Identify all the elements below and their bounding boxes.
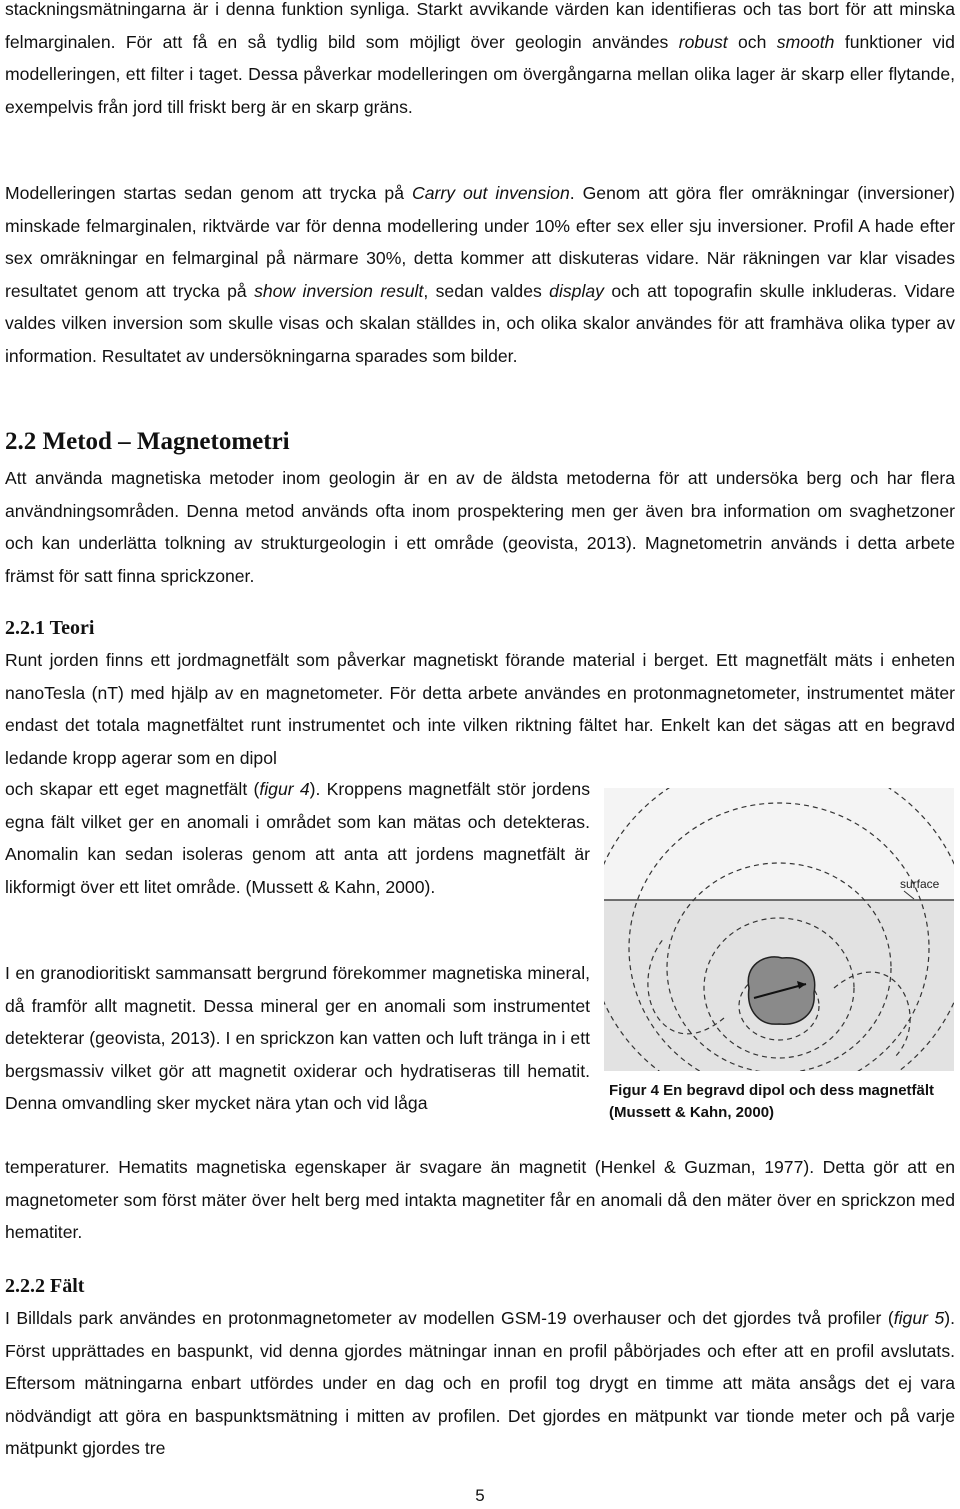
text: Runt jorden finns ett jordmagnetfält som påverkar magnetiskt förande material i berget. Ett magnetfält mäts i enheten nanoTesla (nT) med hjälp av en magnetometer. För detta arbete användes en protonmagnetometer, instrumentet mäter endast det totala magnetfältet runt instrumentet och inte vilken riktning fältet har. Enkelt kan det sägas att en begravd ledande kropp agerar som en dipol — [5, 650, 955, 768]
paragraph-modelling — [5, 177, 955, 372]
dipole-field-illustration — [604, 788, 954, 1071]
italic-term: show inversion result — [254, 280, 424, 301]
paragraph-teori-continued — [5, 773, 590, 903]
text: I Billdals park användes en protonmagnetometer av modellen GSM-19 overhauser och det gjordes två profiler ( — [5, 1308, 894, 1328]
figure-dipole — [604, 788, 954, 1071]
text: , sedan valdes — [423, 280, 550, 301]
figure-caption: Figur 4 En begravd dipol och dess magnetfält (Mussett & Kahn, 2000) — [609, 1082, 935, 1121]
text: ). Först upprättades en baspunkt, vid denna gjordes mätningar innan en profil påbörjades och efter att en profil avslutats. Eftersom mätningarna enbart utfördes under en dag och en profil tog drygt en timme att mäta ansågs det ej vara nödvändigt att göra en baspunktsmätning i mitten av profilen. Det gjordes en mätpunkt var tionde meter och på varje mätpunkt gjordes tre — [5, 1308, 955, 1458]
section-heading-magnetometri: 2.2 Metod – Magnetometri — [5, 428, 290, 455]
text: stackningsmätningarna är i denna funktion synliga. Starkt avvikande värden kan identifieras och tas bort för att minska felmarginalen. För att få en så tydlig bild som möjligt över geologin användes — [5, 0, 955, 52]
italic-term: Carry out invension — [411, 183, 570, 203]
text: funktioner vid modelleringen, ett filter i taget. Dessa påverkar modelleringen om övergångarna mellan olika lager är skarp eller flytande, exempelvis från jord till friskt berg är en skarp gräns. — [5, 31, 955, 117]
text: och skapar ett eget magnetfält ( — [5, 779, 260, 799]
paragraph-hematit: temperaturer. Hematits magnetiska egenskaper är svagare än magnetit (Henkel & Guzman, 1977). Detta gör att en magnetometer som först mäter över helt berg med intakta magnetiter får en anomali då den mäter över en sprickzon med hematiter. — [5, 1157, 955, 1242]
surface-label: surface — [900, 877, 940, 891]
text: och — [727, 31, 777, 52]
italic-term: figur 5 — [893, 1308, 945, 1328]
paragraph-teori — [5, 644, 955, 774]
text: . Genom att göra fler omräkningar (inversioner) minskade felmarginalen, riktvärde var för denna modellering under 10% efter sex eller sju inversioner. Profil A hade efter sex omräkningar en felmarginal på närmare 30%, detta kommer att diskuteras vidare. När räkningen var klar visades resultatet genom att trycka på — [5, 183, 955, 301]
subsection-heading-falt: 2.2.2 Fält — [5, 1275, 85, 1297]
paragraph-granodiorit: I en granodioritiskt sammansatt bergrund förekommer magnetiska mineral, då framför allt magnetit. Dessa mineral ger en anomali som instrumentet detekterar (geovista, 2013). I en sprickzon kan vatten och luft tränga in i ett bergsmassiv vilket gör att magnetit oxiderar och hydratiseras till hematit. Denna omvandling sker mycket nära ytan och vid låga — [5, 963, 590, 1113]
page-number: 5 — [475, 1486, 485, 1505]
text: ). Kroppens magnetfält stör jordens egna fält vilket ger en anomali i området som kan mätas och detekteras. Anomalin kan sedan isoleras genom att anta att jordens magnetfält är likformigt över ett litet område. (Mussett & Kahn, 2000). — [5, 779, 590, 897]
paragraph-magnetometri-intro: Att använda magnetiska metoder inom geologin är en av de äldsta metoderna för att undersöka berg och har flera användningsområden. Denna metod används ofta inom prospektering men ger även bra information om svaghetzoner och kan underlätta tolkning av strukturgeologin i ett område (geovista, 2013). Magnetometrin används i detta arbete främst för satt finna sprickzoner. — [5, 468, 955, 586]
paragraph-stacking — [5, 0, 955, 123]
text: Modelleringen startas sedan genom att trycka på — [5, 183, 412, 203]
italic-term: smooth — [776, 31, 835, 52]
subsection-heading-teori: 2.2.1 Teori — [5, 617, 95, 639]
italic-term: display — [549, 280, 604, 301]
italic-term: figur 4 — [259, 779, 310, 799]
text: och att topografin skulle inkluderas. Vidare valdes vilken inversion som skulle visas och skalan ställdes in, och olika skalor användes för att framhäva olika typer av information. Resultatet av undersökningarna sparades som bilder. — [5, 280, 955, 366]
paragraph-falt — [5, 1302, 955, 1465]
italic-term: robust — [678, 31, 728, 52]
